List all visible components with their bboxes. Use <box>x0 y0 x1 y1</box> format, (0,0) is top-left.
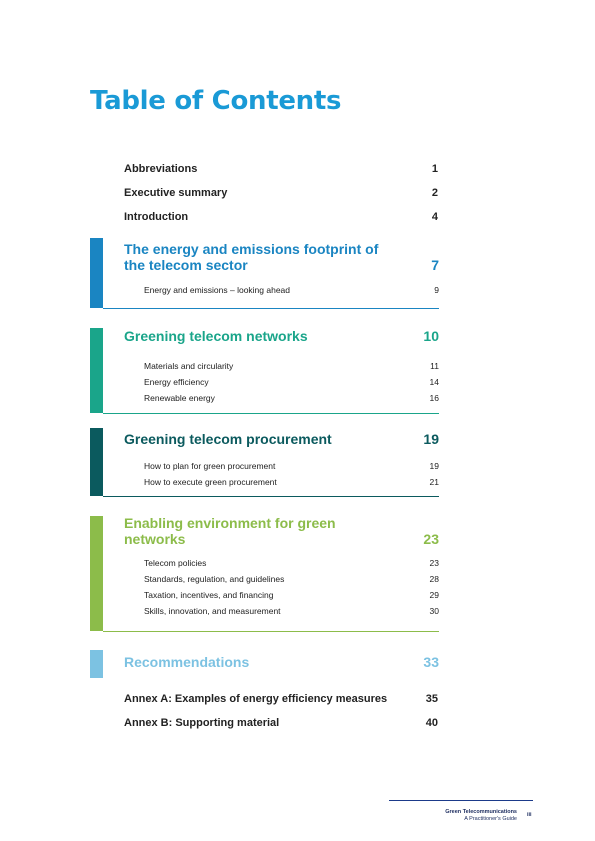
section-divider <box>103 413 439 414</box>
toc-subentry[interactable] <box>144 361 439 371</box>
section-page: 19 <box>423 431 439 447</box>
footer-publication <box>445 809 517 823</box>
subentry-label: Standards, regulation, and guidelines <box>144 574 285 584</box>
subentry-label: Energy and emissions – looking ahead <box>144 285 291 295</box>
toc-section-recommendations <box>90 650 439 678</box>
section-divider <box>103 308 439 309</box>
subentry-label: Skills, innovation, and measurement <box>144 606 281 616</box>
toc-entry-page: 1 <box>431 163 438 175</box>
section-title: The energy and emissions footprint of the telecom sector <box>124 241 379 273</box>
toc-entry-page: 4 <box>431 211 438 223</box>
toc-entry-page: 35 <box>425 693 438 705</box>
toc-section-greening-procurement <box>90 428 439 497</box>
footer-page-number: iii <box>527 812 532 818</box>
toc-subentry[interactable] <box>144 477 439 487</box>
section-color-bar <box>90 328 103 413</box>
toc-section-footprint <box>90 238 439 309</box>
subentry-page: 16 <box>429 393 439 403</box>
section-page: 33 <box>423 654 439 670</box>
section-divider <box>103 496 439 497</box>
toc-subentry[interactable] <box>144 590 439 600</box>
toc-subentry[interactable] <box>144 377 439 387</box>
subentry-page: 14 <box>429 377 439 387</box>
toc-entry-introduction[interactable] <box>124 211 438 223</box>
toc-entry-annex-b[interactable] <box>124 717 438 729</box>
section-title: Greening telecom procurement <box>124 431 332 447</box>
section-heading[interactable] <box>124 328 439 344</box>
section-heading[interactable] <box>124 431 439 447</box>
section-color-bar <box>90 516 103 631</box>
toc-entry-abbreviations[interactable] <box>124 163 438 175</box>
subentry-page: 30 <box>429 606 439 616</box>
toc-entry-label: Annex A: Examples of energy efficiency measures <box>124 693 388 705</box>
toc-entry-label: Abbreviations <box>124 163 198 175</box>
toc-entry-page: 2 <box>431 187 438 199</box>
toc-subentry[interactable] <box>144 461 439 471</box>
section-page: 23 <box>423 531 439 547</box>
toc-entry-annex-a[interactable] <box>124 693 438 705</box>
toc-subentry[interactable] <box>144 558 439 568</box>
section-title: Greening telecom networks <box>124 328 308 344</box>
subentry-label: Renewable energy <box>144 393 215 403</box>
toc-entry-label: Annex B: Supporting material <box>124 717 280 729</box>
section-color-bar <box>90 428 103 496</box>
subentry-page: 23 <box>429 558 439 568</box>
subentry-label: Materials and circularity <box>144 361 234 371</box>
subentry-label: How to execute green procurement <box>144 477 277 487</box>
toc-entry-executive-summary[interactable] <box>124 187 438 199</box>
footer-title: Green Telecommunications <box>445 809 517 815</box>
subentry-label: Taxation, incentives, and financing <box>144 590 274 600</box>
toc-subentry[interactable] <box>144 285 439 295</box>
subentry-page: 29 <box>429 590 439 600</box>
toc-entry-label: Executive summary <box>124 187 228 199</box>
section-color-bar <box>90 650 103 678</box>
section-divider <box>103 631 439 632</box>
footer-subtitle: A Practitioner's Guide <box>464 816 517 822</box>
toc-section-greening-networks <box>90 328 439 414</box>
section-page: 7 <box>431 257 439 273</box>
subentry-page: 21 <box>429 477 439 487</box>
section-title: Enabling environment for green networks <box>124 515 336 547</box>
page-title: Table of Contents <box>90 86 342 116</box>
toc-entry-label: Introduction <box>124 211 189 223</box>
section-heading[interactable] <box>124 241 439 273</box>
toc-subentry[interactable] <box>144 574 439 584</box>
subentry-page: 19 <box>429 461 439 471</box>
section-heading[interactable] <box>124 654 439 670</box>
section-title: Recommendations <box>124 654 250 670</box>
section-heading[interactable] <box>124 515 439 547</box>
subentry-label: Telecom policies <box>144 558 207 568</box>
toc-entry-page: 40 <box>425 717 438 729</box>
subentry-page: 11 <box>430 361 439 371</box>
subentry-label: Energy efficiency <box>144 377 209 387</box>
subentry-page: 9 <box>434 285 439 295</box>
toc-section-enabling-environment <box>90 516 439 632</box>
toc-subentry[interactable] <box>144 393 439 403</box>
section-color-bar <box>90 238 103 308</box>
subentry-page: 28 <box>429 574 439 584</box>
subentry-label: How to plan for green procurement <box>144 461 276 471</box>
toc-subentry[interactable] <box>144 606 439 616</box>
section-page: 10 <box>423 328 439 344</box>
footer-rule <box>389 800 533 801</box>
